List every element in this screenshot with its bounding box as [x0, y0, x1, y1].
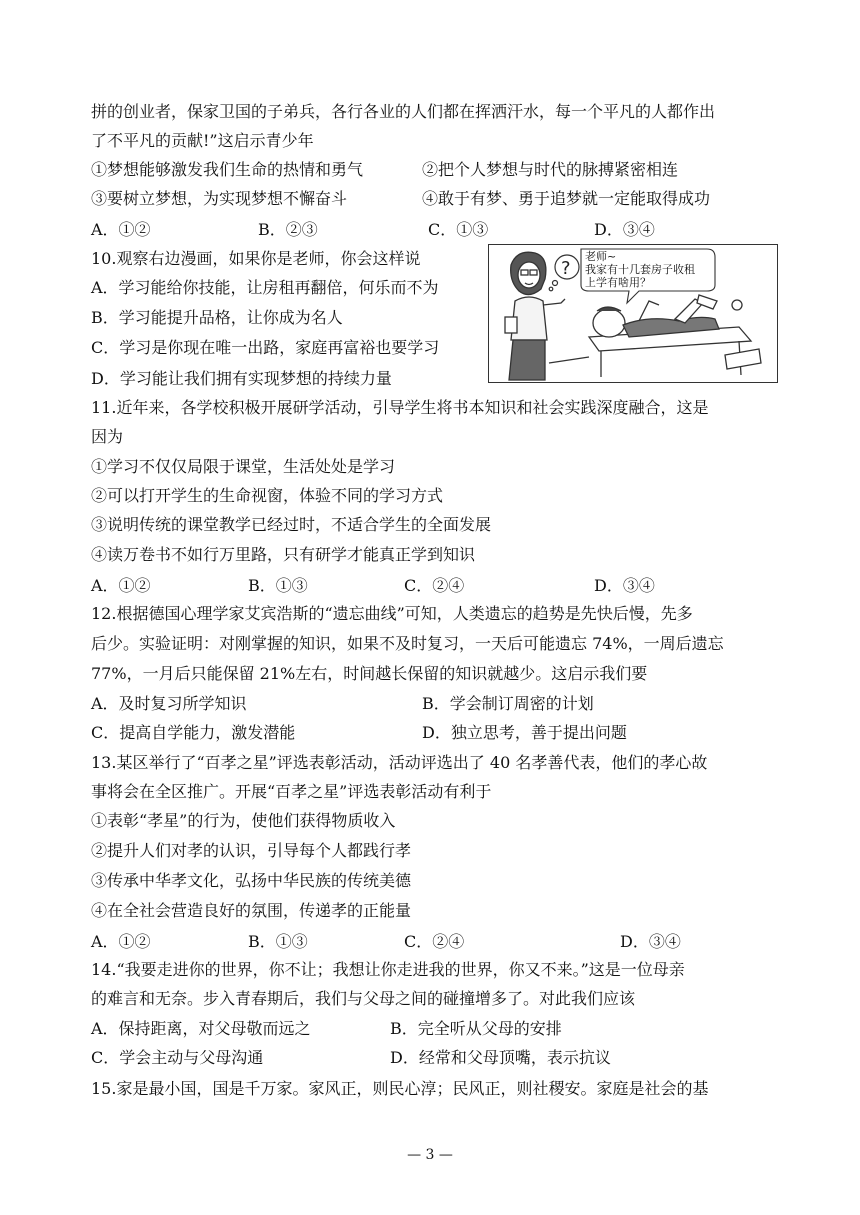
q11-statement-1: ①学习不仅仅局限于课堂，生活处处是学习	[91, 457, 396, 476]
q14-stem-line1: 14.“我要走进你的世界，你不让；我想让你走进我的世界，你又不来。”这是一位母亲	[91, 960, 685, 979]
q13-statement-4: ④在全社会营造良好的氛围，传递孝的正能量	[91, 901, 412, 920]
q10-option-d: D．学习能让我们拥有实现梦想的持续力量	[91, 369, 392, 388]
q14-option-b: B．完全听从父母的安排	[390, 1019, 562, 1038]
cartoon-bubble-line-3: 上学有啥用？	[585, 276, 651, 289]
q9-statement-3: ③要树立梦想，为实现梦想不懈奋斗	[91, 189, 348, 208]
q11-stem-line1: 11.近年来，各学校积极开展研学活动，引导学生将书本知识和社会实践深度融合，这是	[91, 398, 709, 417]
q10-option-b: B．学习能提升品格，让你成为名人	[91, 308, 343, 327]
q9-stem-line2: 了不平凡的贡献!”这启示青少年	[91, 131, 314, 150]
cartoon-bubble-line-2: 我家有十几套房子收租	[585, 263, 695, 276]
cartoon-illustration	[488, 244, 778, 383]
q9-stem-line1: 拼的创业者，保家卫国的子弟兵，各行各业的人们都在挥洒汗水，每一个平凡的人都作出	[91, 102, 716, 121]
q13-stem-line2: 事将会在全区推广。开展“百孝之星”评选表彰活动有利于	[91, 782, 492, 801]
q13-statement-3: ③传承中华孝文化，弘扬中华民族的传统美德	[91, 871, 412, 890]
q13-statement-1: ①表彰“孝星”的行为，使他们获得物质收入	[91, 811, 396, 830]
cartoon-bubble-line-1: 老师~	[585, 250, 617, 263]
q11-statement-3: ③说明传统的课堂教学已经过时，不适合学生的全面发展	[91, 515, 492, 534]
cartoon-bubble-text	[585, 250, 695, 289]
q9-option-a: A．①②	[91, 220, 151, 239]
q14-option-d: D．经常和父母顶嘴，表示抗议	[390, 1048, 611, 1067]
q12-stem-line1: 12.根据德国心理学家艾宾浩斯的“遗忘曲线”可知，人类遗忘的趋势是先快后慢，先多	[91, 604, 693, 623]
q13-option-c: C．②④	[404, 932, 465, 951]
q12-stem-line2: 后少。实验证明：对刚掌握的知识，如果不及时复习，一天后可能遗忘 74%，一周后遗忘	[91, 634, 724, 653]
q11-statement-2: ②可以打开学生的生命视窗，体验不同的学习方式	[91, 486, 444, 505]
q13-option-b: B．①③	[248, 932, 308, 951]
q10-stem: 10.观察右边漫画，如果你是老师，你会这样说	[91, 249, 421, 268]
q14-option-c: C．学会主动与父母沟通	[91, 1048, 264, 1067]
q13-statement-2: ②提升人们对孝的认识，引导每个人都践行孝	[91, 841, 412, 860]
q9-option-c: C．①③	[428, 220, 489, 239]
q13-stem-line1: 13.某区举行了“百孝之星”评选表彰活动，活动评选出了 40 名孝善代表，他们的孝心故	[91, 753, 708, 772]
q12-option-a: A．及时复习所学知识	[91, 694, 247, 713]
q10-option-c: C．学习是你现在唯一出路，家庭再富裕也要学习	[91, 338, 440, 357]
q13-option-a: A．①②	[91, 932, 151, 951]
q12-option-c: C．提高自学能力，激发潜能	[91, 723, 296, 742]
q15-stem-line1: 15.家是最小国，国是千万家。家风正，则民心淳；民风正，则社稷安。家庭是社会的基	[91, 1079, 709, 1098]
q14-stem-line2: 的难言和无奈。步入青春期后，我们与父母之间的碰撞增多了。对此我们应该	[91, 989, 636, 1008]
svg-text:?: ?	[561, 258, 571, 279]
q12-stem-line3: 77%，一月后只能保留 21%左右，时间越长保留的知识就越少。这启示我们要	[91, 664, 648, 683]
q14-option-a: A．保持距离，对父母敬而远之	[91, 1019, 311, 1038]
q9-statement-2: ②把个人梦想与时代的脉搏紧密相连	[422, 160, 679, 179]
q11-option-a: A．①②	[91, 576, 151, 595]
q9-option-d: D．③④	[594, 220, 655, 239]
page-number: — 3 —	[407, 1147, 453, 1163]
q11-option-d: D．③④	[594, 576, 655, 595]
q11-option-b: B．①③	[248, 576, 308, 595]
q11-option-c: C．②④	[404, 576, 465, 595]
q11-statement-4: ④读万卷书不如行万里路，只有研学才能真正学到知识	[91, 545, 476, 564]
q9-statement-1: ①梦想能够激发我们生命的热情和勇气	[91, 160, 364, 179]
q9-option-b: B．②③	[258, 220, 318, 239]
q9-statement-4: ④敢于有梦、勇于追梦就一定能取得成功	[422, 189, 711, 208]
q12-option-d: D．独立思考，善于提出问题	[422, 723, 627, 742]
q13-option-d: D．③④	[620, 932, 681, 951]
q12-option-b: B．学会制订周密的计划	[422, 694, 594, 713]
q11-stem-line2: 因为	[91, 427, 124, 446]
q10-option-a: A．学习能给你技能，让房租再翻倍，何乐而不为	[91, 278, 439, 297]
